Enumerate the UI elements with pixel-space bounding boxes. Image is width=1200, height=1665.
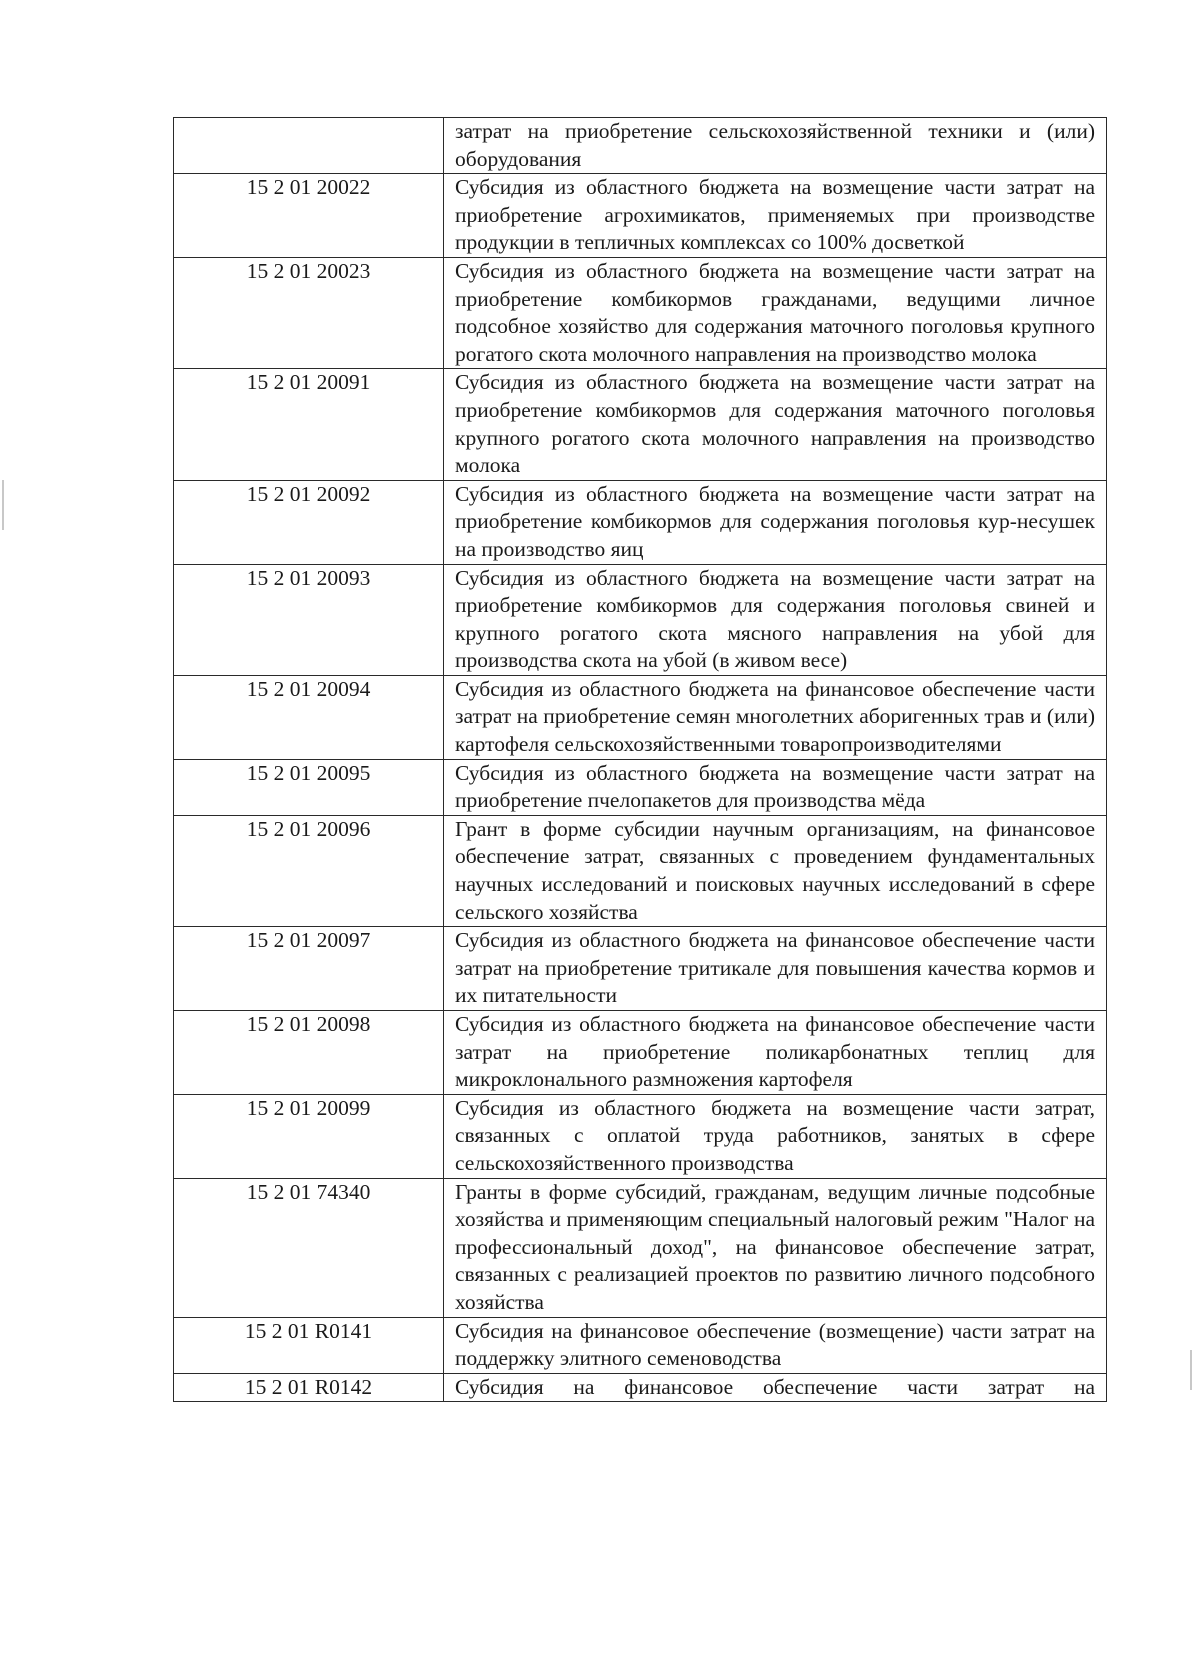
budget-code-cell: 15 2 01 20022 [174,174,444,258]
table-row [174,1011,1107,1095]
description-cell: затрат на приобретение сельскохозяйственной техники и (или) оборудования [444,118,1107,174]
budget-code-cell: 15 2 01 20099 [174,1094,444,1178]
budget-code-table [173,117,1107,1402]
table-row [174,759,1107,815]
budget-code-cell: 15 2 01 20023 [174,257,444,368]
description-cell: Субсидия из областного бюджета на возмещение части затрат на приобретение комбикормов для содержания маточного поголовья крупного рогатого скота молочного направления на производство молока [444,369,1107,480]
scan-edge-mark-left [2,480,4,530]
description-cell: Субсидия из областного бюджета на финансовое обеспечение части затрат на приобретение тритикале для повышения качества кормов и их питательности [444,927,1107,1011]
budget-code-cell [174,118,444,174]
description-cell: Субсидия из областного бюджета на финансовое обеспечение части затрат на приобретение семян многолетних аборигенных трав и (или) картофеля сельскохозяйственными товаропроизводителями [444,675,1107,759]
table-row [174,815,1107,926]
table-row [174,1094,1107,1178]
table-row [174,1373,1107,1402]
table-row [174,174,1107,258]
table-row [174,1178,1107,1317]
budget-code-cell: 15 2 01 20092 [174,480,444,564]
description-cell: Субсидия на финансовое обеспечение части затрат на [444,1373,1107,1402]
description-cell: Грант в форме субсидии научным организациям, на финансовое обеспечение затрат, связанных с проведением фундаментальных научных исследований и поисковых научных исследований в сфере сельского хозяйства [444,815,1107,926]
budget-code-cell: 15 2 01 20097 [174,927,444,1011]
table-row [174,257,1107,368]
budget-code-cell: 15 2 01 20096 [174,815,444,926]
budget-code-cell: 15 2 01 20098 [174,1011,444,1095]
budget-code-cell: 15 2 01 20091 [174,369,444,480]
description-cell: Субсидия из областного бюджета на возмещение части затрат на приобретение пчелопакетов для производства мёда [444,759,1107,815]
table-row [174,675,1107,759]
budget-code-cell: 15 2 01 R0141 [174,1317,444,1373]
table-row [174,369,1107,480]
budget-code-cell: 15 2 01 R0142 [174,1373,444,1402]
budget-code-cell: 15 2 01 20093 [174,564,444,675]
budget-code-cell: 15 2 01 74340 [174,1178,444,1317]
description-cell: Субсидия на финансовое обеспечение (возмещение) части затрат на поддержку элитного семеноводства [444,1317,1107,1373]
description-cell: Субсидия из областного бюджета на возмещение части затрат на приобретение комбикормов гражданами, ведущими личное подсобное хозяйство для содержания маточного поголовья крупного рогатого скота молочного направления на производство молока [444,257,1107,368]
table-row [174,480,1107,564]
description-cell: Субсидия из областного бюджета на финансовое обеспечение части затрат на приобретение поликарбонатных теплиц для микроклонального размножения картофеля [444,1011,1107,1095]
description-cell: Гранты в форме субсидий, гражданам, ведущим личные подсобные хозяйства и применяющим специальный налоговый режим "Налог на профессиональный доход", на финансовое обеспечение затрат, связанных с реализацией проектов по развитию личного подсобного хозяйства [444,1178,1107,1317]
description-cell: Субсидия из областного бюджета на возмещение части затрат на приобретение агрохимикатов, применяемых при производстве продукции в тепличных комплексах со 100% досветкой [444,174,1107,258]
budget-code-table-body [174,118,1107,1402]
scan-edge-mark-right [1190,1350,1192,1390]
table-row [174,1317,1107,1373]
description-cell: Субсидия из областного бюджета на возмещение части затрат, связанных с оплатой труда работников, занятых в сфере сельскохозяйственного производства [444,1094,1107,1178]
budget-code-cell: 15 2 01 20094 [174,675,444,759]
description-cell: Субсидия из областного бюджета на возмещение части затрат на приобретение комбикормов для содержания поголовья кур-несушек на производство яиц [444,480,1107,564]
description-cell: Субсидия из областного бюджета на возмещение части затрат на приобретение комбикормов для содержания поголовья свиней и крупного рогатого скота мясного направления на убой для производства скота на убой (в живом весе) [444,564,1107,675]
table-row [174,927,1107,1011]
budget-code-cell: 15 2 01 20095 [174,759,444,815]
table-row [174,564,1107,675]
table-row [174,118,1107,174]
